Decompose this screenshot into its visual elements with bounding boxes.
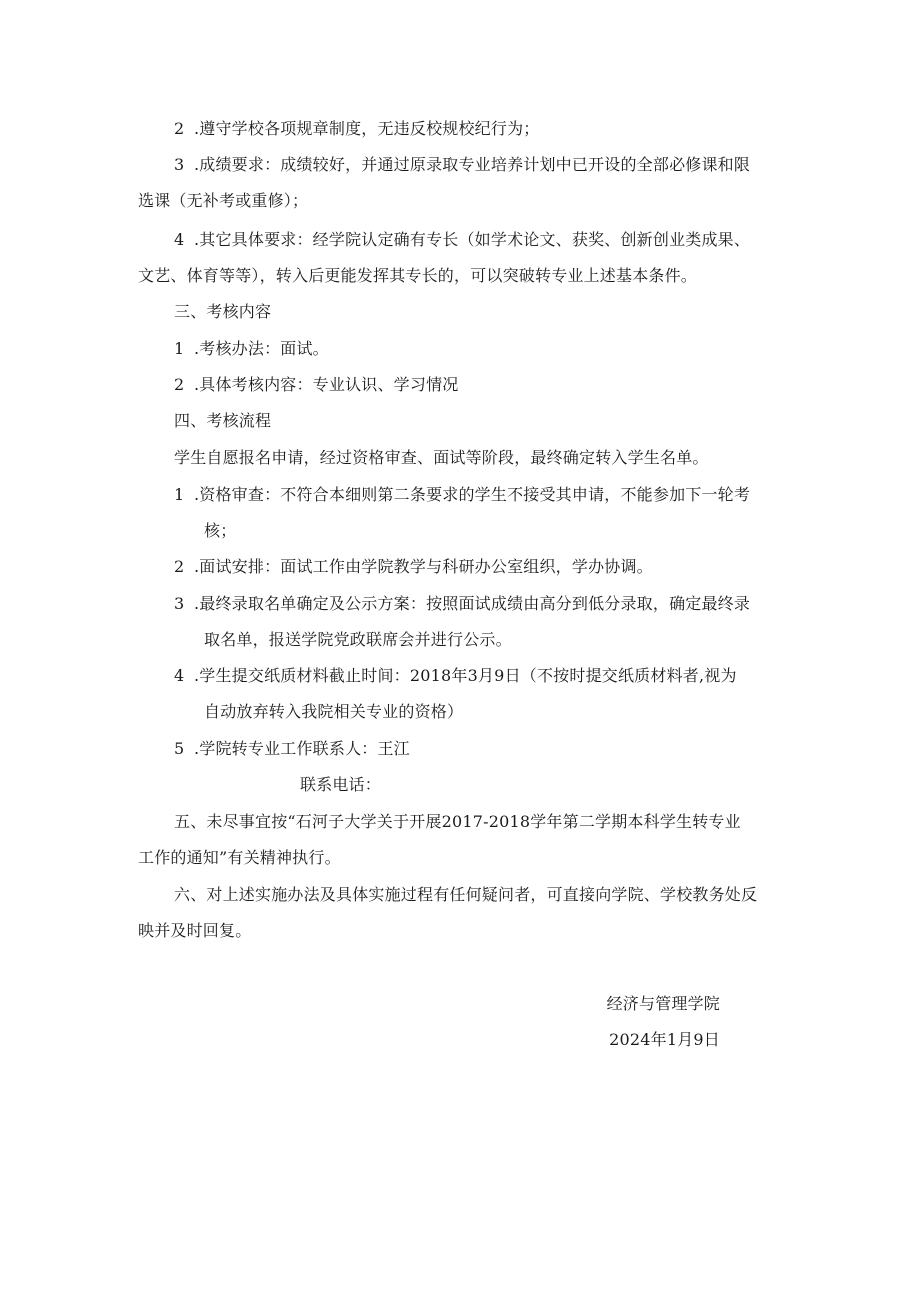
list-item: [174, 665, 737, 687]
item-number: 2: [174, 375, 185, 394]
list-item: [174, 738, 410, 760]
item-text: .其它具体要求：经学院认定确有专长（如学术论文、获奖、创新创业类成果、: [194, 230, 751, 249]
item-continuation: 文艺、体育等等），转入后更能发挥其专长的，可以突破转专业上述基本条件。: [138, 266, 698, 285]
item-number: 1: [174, 339, 185, 358]
signature-date: 2024年1月9日: [609, 1030, 720, 1049]
item-number: 2: [174, 557, 185, 576]
paragraph-continuation: 工作的通知”有关精神执行。: [138, 848, 341, 867]
item-continuation: 自动放弃转入我院相关专业的资格）: [204, 702, 464, 721]
item-text: .面试安排：面试工作由学院教学与科研办公室组织，学办协调。: [194, 557, 653, 576]
item-number: 5: [174, 739, 185, 758]
list-item: [174, 118, 540, 140]
list-item: [174, 556, 653, 578]
contact-phone-label: 联系电话：: [300, 775, 382, 794]
item-text: .具体考核内容：专业认识、学习情况: [194, 375, 459, 394]
item-text: .学生提交纸质材料截止时间：2018年3月9日（不按时提交纸质材料者,视为: [194, 666, 737, 685]
item-number: 3: [174, 594, 185, 613]
list-item: [174, 593, 750, 615]
list-item: [174, 374, 459, 396]
paragraph: 五、未尽事宜按“石河子大学关于开展2017-2018学年第二学期本科学生转专业: [174, 812, 741, 831]
paragraph: 学生自愿报名申请，经过资格审查、面试等阶段，最终确定转入学生名单。: [174, 448, 709, 467]
item-text: .学院转专业工作联系人：王江: [194, 739, 410, 758]
item-continuation: 取名单，报送学院党政联席会并进行公示。: [204, 630, 512, 649]
item-number: 1: [174, 485, 185, 504]
item-text: .成绩要求：成绩较好，并通过原录取专业培养计划中已开设的全部必修课和限: [194, 155, 751, 174]
item-number: 3: [174, 155, 185, 174]
item-text: .最终录取名单确定及公示方案：按照面试成绩由高分到低分录取，确定最终录: [194, 594, 751, 613]
signature-org: 经济与管理学院: [606, 994, 720, 1013]
list-item: [174, 154, 750, 176]
item-continuation: 核；: [204, 521, 237, 540]
list-item: [174, 338, 329, 360]
item-number: 4: [174, 230, 185, 249]
section-heading: 四、考核流程: [174, 411, 272, 430]
item-number: 2: [174, 119, 185, 138]
item-continuation: 选课（无补考或重修）；: [138, 191, 309, 210]
list-item: [174, 484, 750, 506]
paragraph-continuation: 映并及时回复。: [138, 921, 252, 940]
paragraph: 六、对上述实施办法及具体实施过程有任何疑问者，可直接向学院、学校教务处反: [174, 885, 758, 904]
section-heading: 三、考核内容: [174, 302, 272, 321]
item-text: .遵守学校各项规章制度，无违反校规校纪行为；: [194, 119, 540, 138]
item-number: 4: [174, 666, 185, 685]
item-text: .考核办法：面试。: [194, 339, 329, 358]
list-item: [174, 229, 750, 251]
item-text: .资格审查：不符合本细则第二条要求的学生不接受其申请，不能参加下一轮考: [194, 485, 751, 504]
